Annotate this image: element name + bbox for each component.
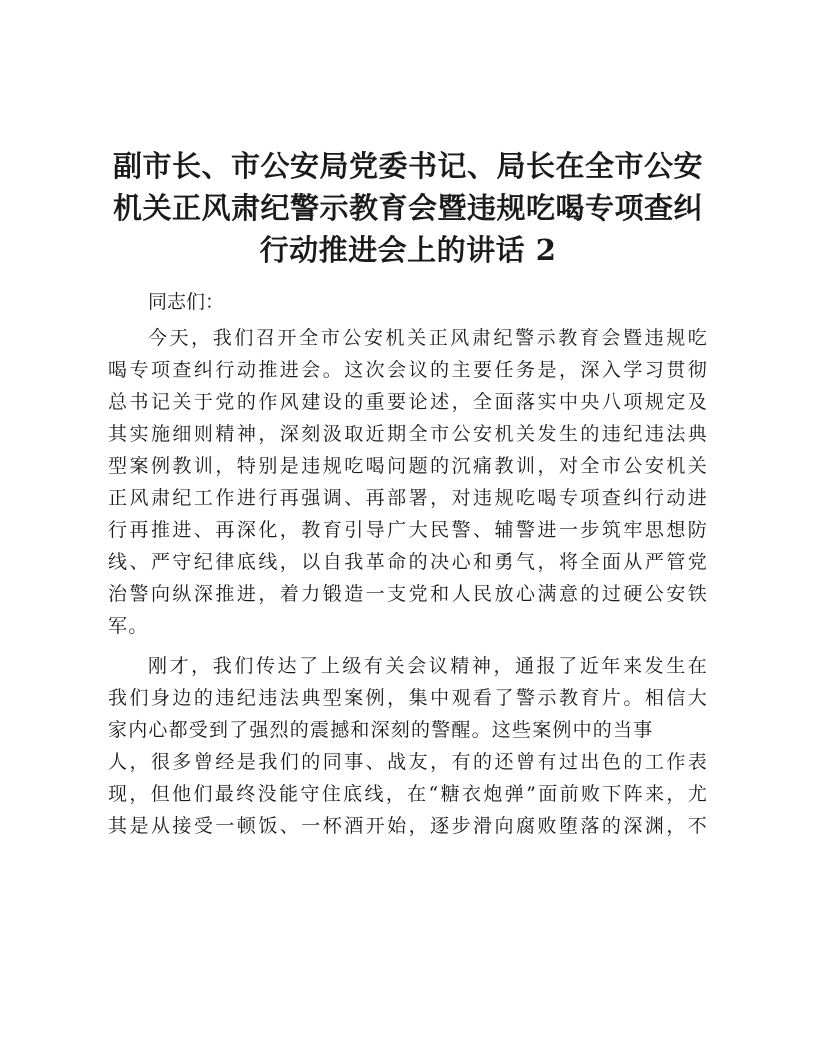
paragraph-line: 行再推进、再深化，教育引导广大民警、辅警进一步筑牢思想防 bbox=[108, 519, 708, 541]
paragraph-1 bbox=[108, 322, 708, 642]
paragraph-line: 其实施细则精神，深刻汲取近期全市公安机关发生的违纪违法典 bbox=[108, 423, 708, 445]
paragraph-line: 正风肃纪工作进行再强调、再部署，对违规吃喝专项查纠行动进 bbox=[108, 487, 708, 509]
salutation: 同志们： bbox=[148, 291, 225, 313]
paragraph-line: 总书记关于党的作风建设的重要论述，全面落实中央八项规定及 bbox=[108, 391, 708, 413]
paragraph-2 bbox=[108, 650, 708, 842]
paragraph-line: 今天，我们召开全市公安机关正风肃纪警示教育会暨违规吃 bbox=[148, 327, 708, 349]
paragraph-line: 家内心都受到了强烈的震撼和深刻的警醒。这些案例中的当事 bbox=[108, 719, 654, 741]
paragraph-line: 其是从接受一顿饭、一杯酒开始，逐步滑向腐败堕落的深渊，不 bbox=[108, 815, 708, 837]
document-body bbox=[108, 287, 708, 842]
paragraph-line: 军。 bbox=[108, 615, 149, 637]
paragraph-line: 人，很多曾经是我们的同事、战友，有的还曾有过出色的工作表 bbox=[108, 751, 708, 773]
paragraph-line: 治警向纵深推进，着力锻造一支党和人民放心满意的过硬公安铁 bbox=[108, 583, 708, 605]
title-line: 机关正风肃纪警示教育会暨违规吃喝专项查纠 bbox=[112, 191, 703, 225]
paragraph-line: 现，但他们最终没能守住底线，在“糖衣炮弹”面前败下阵来，尤 bbox=[108, 783, 708, 805]
paragraph-line: 我们身边的违纪违法典型案例，集中观看了警示教育片。相信大 bbox=[108, 687, 708, 709]
document-title bbox=[100, 145, 716, 271]
paragraph-line: 型案例教训，特别是违规吃喝问题的沉痛教训，对全市公安机关 bbox=[108, 455, 708, 477]
title-line: 行动推进会上的讲话 2 bbox=[259, 233, 557, 267]
paragraph-line: 刚才，我们传达了上级有关会议精神，通报了近年来发生在 bbox=[148, 655, 708, 677]
title-line: 副市长、市公安局党委书记、局长在全市公安 bbox=[112, 149, 703, 183]
paragraph-line: 喝专项查纠行动推进会。这次会议的主要任务是，深入学习贯彻 bbox=[108, 359, 708, 381]
paragraph-line: 线、严守纪律底线，以自我革命的决心和勇气，将全面从严管党 bbox=[108, 551, 708, 573]
